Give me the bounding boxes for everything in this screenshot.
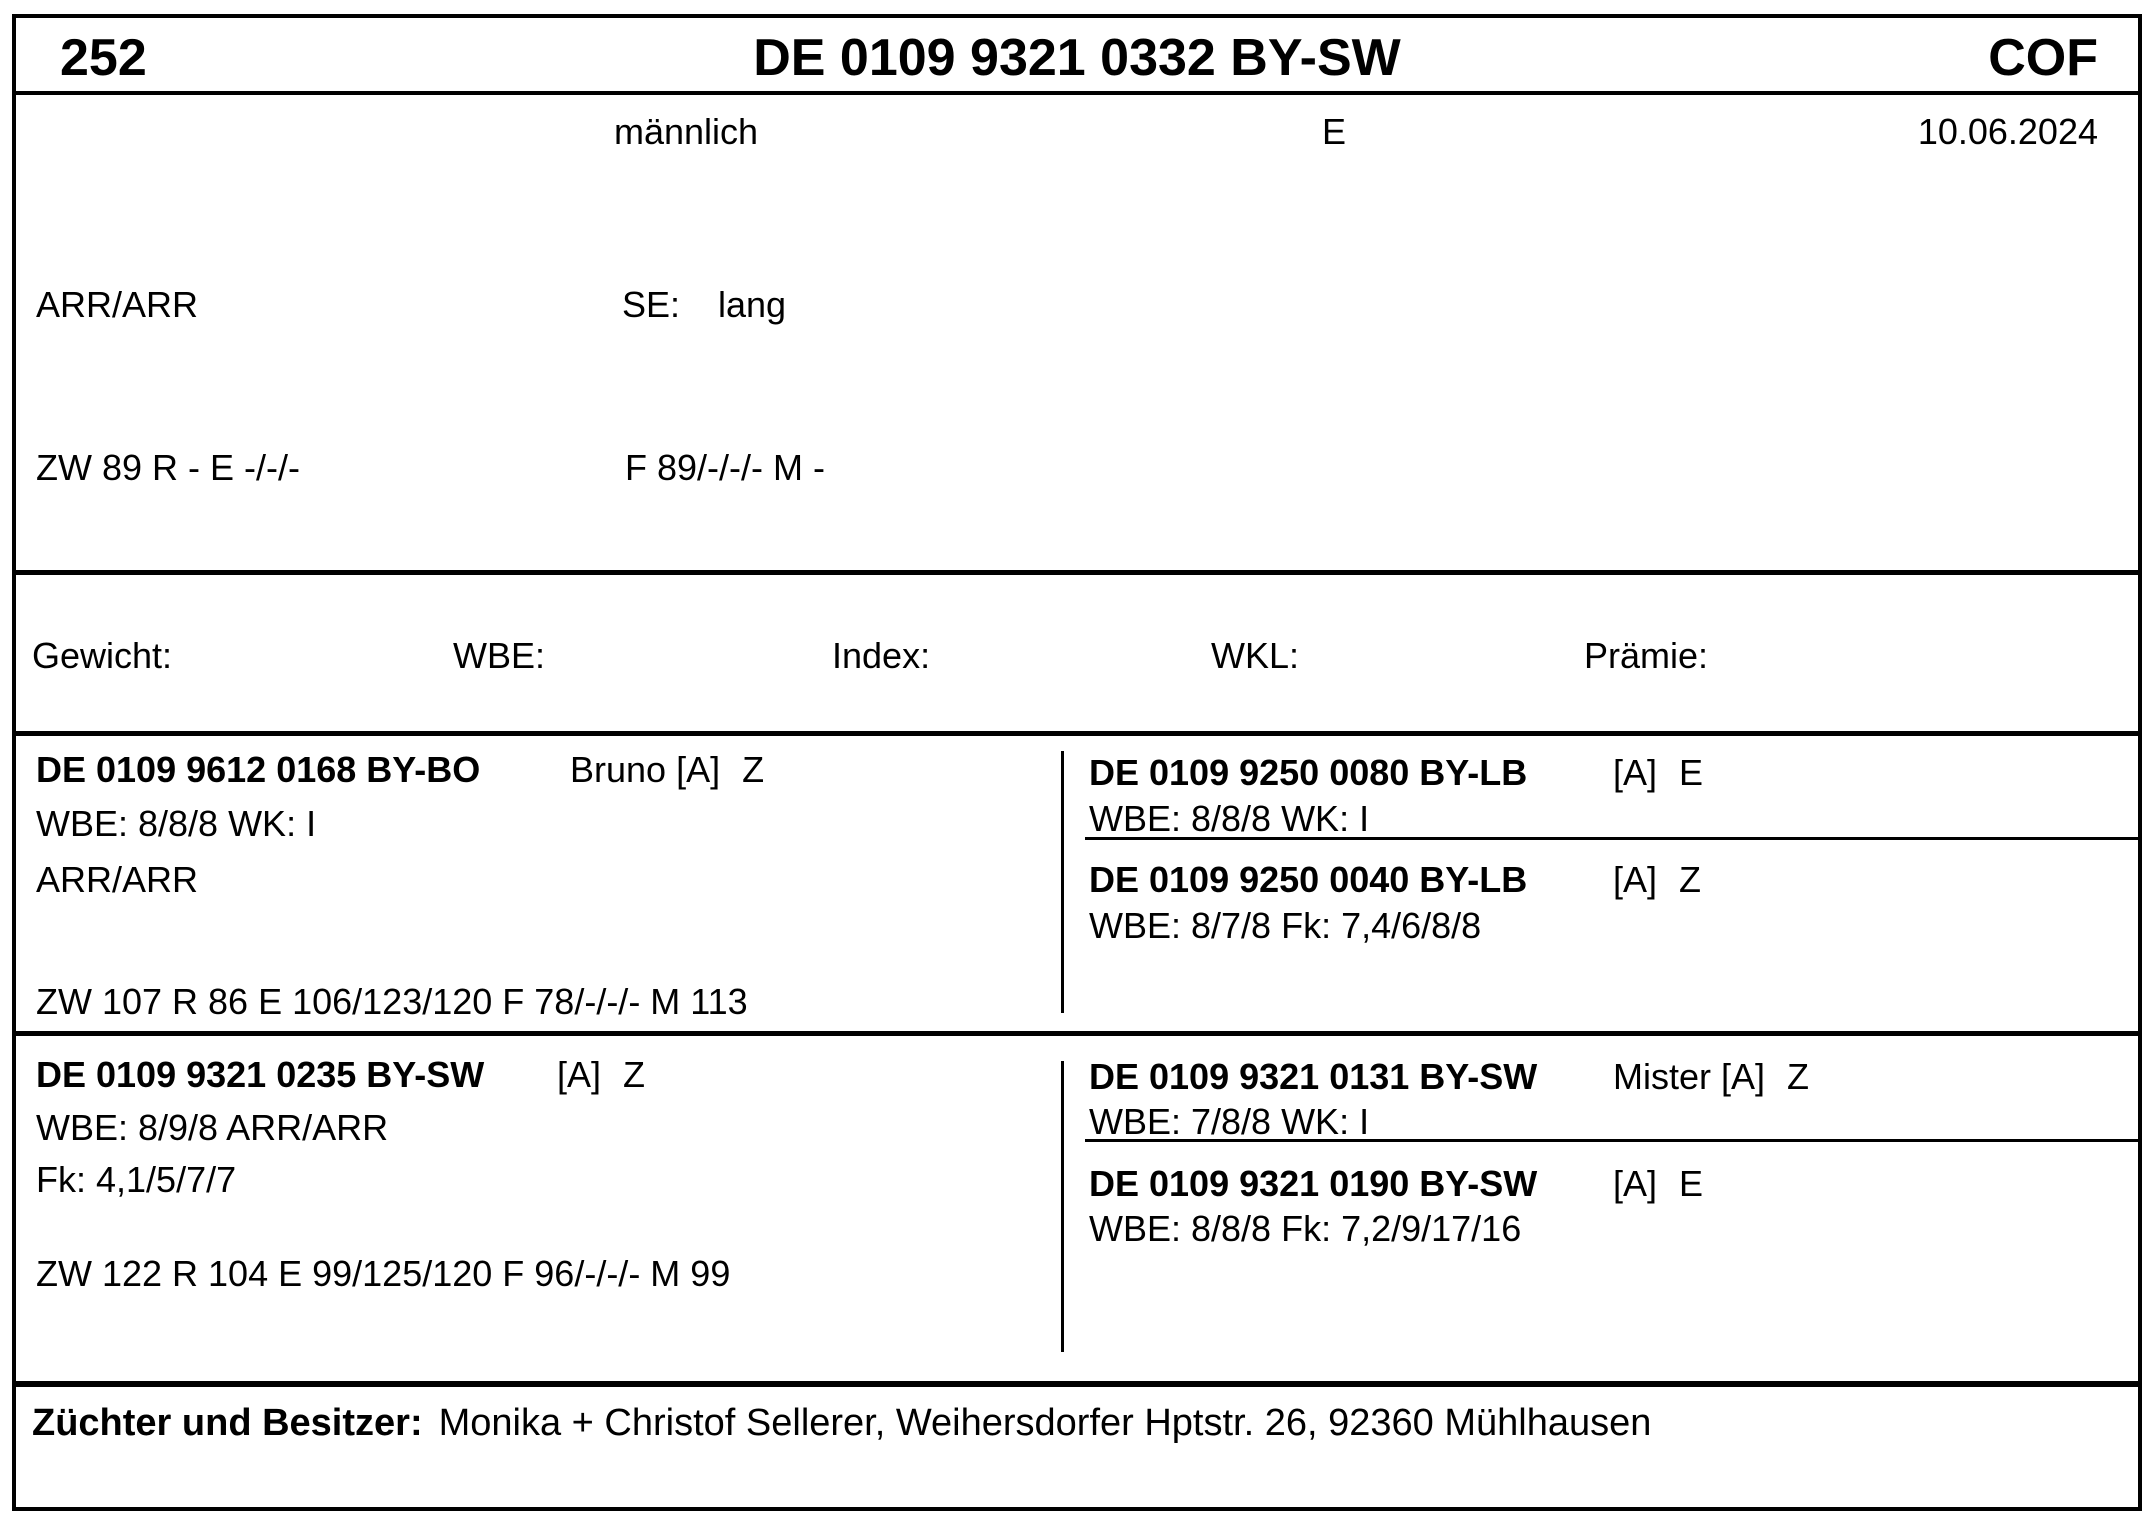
pedigree-column-divider-bottom xyxy=(1061,1061,1064,1352)
label-wkl: WKL: xyxy=(1211,635,1300,676)
dam-zw: ZW 122 R 104 E 99/125/120 F 96/-/-/- M 99 xyxy=(36,1253,731,1294)
se-label: SE: xyxy=(622,284,681,325)
sire-dam-flag: Z xyxy=(1679,859,1702,900)
dam-dam-tag: [A] xyxy=(1613,1163,1658,1204)
sire-name-tag: Bruno [A] xyxy=(570,749,721,790)
breeder-owner-value: Monika + Christof Sellerer, Weihersdorfer Hptstr. 26, 92360 Mühlhausen xyxy=(438,1402,1652,1444)
pedigree-divider-top xyxy=(12,731,2142,736)
dam-dam-wbe: WBE: 8/8/8 Fk: 7,2/9/17/16 xyxy=(1089,1208,1522,1249)
header-divider xyxy=(12,91,2142,95)
animal-zw-left: ZW 89 R - E -/-/- xyxy=(36,447,300,488)
class-value: E xyxy=(1322,111,1347,152)
dam-wbe: WBE: 8/9/8 ARR/ARR xyxy=(36,1107,389,1148)
dam-sire-annotation xyxy=(1613,1057,1809,1097)
measures-divider-top xyxy=(12,570,2142,575)
sire-dam-annotation xyxy=(1613,860,1701,900)
label-gewicht: Gewicht: xyxy=(32,635,173,676)
dam-fk: Fk: 4,1/5/7/7 xyxy=(36,1159,237,1200)
dam-sire-flag: Z xyxy=(1787,1056,1810,1097)
sex-value: männlich xyxy=(614,111,759,152)
label-wbe: WBE: xyxy=(453,635,546,676)
sire-dam-wbe: WBE: 8/7/8 Fk: 7,4/6/8/8 xyxy=(1089,905,1482,946)
sire-sire-flag: E xyxy=(1679,752,1704,793)
sire-sire-tag: [A] xyxy=(1613,752,1658,793)
dam-tag: [A] xyxy=(557,1054,602,1095)
dam-annotation xyxy=(557,1055,645,1095)
dam-dam-annotation xyxy=(1613,1164,1703,1204)
sire-id: DE 0109 9612 0168 BY-BO xyxy=(36,749,481,790)
dam-sire-tag: Mister [A] xyxy=(1613,1056,1766,1097)
dam-sire-id: DE 0109 9321 0131 BY-SW xyxy=(1089,1056,1538,1097)
dam-sire-wbe: WBE: 7/8/8 WK: I xyxy=(1089,1101,1370,1142)
sire-genotype: ARR/ARR xyxy=(36,859,199,900)
label-praemie: Prämie: xyxy=(1584,635,1709,676)
sire-sire-wbe: WBE: 8/8/8 WK: I xyxy=(1089,798,1370,839)
pedigree-column-divider-top xyxy=(1061,751,1064,1013)
dam-flag: Z xyxy=(623,1054,646,1095)
sire-wbe: WBE: 8/8/8 WK: I xyxy=(36,803,317,844)
animal-zw-right: F 89/-/-/- M - xyxy=(625,447,825,488)
dam-id: DE 0109 9321 0235 BY-SW xyxy=(36,1054,485,1095)
label-index: Index: xyxy=(832,635,931,676)
catalog-number: 252 xyxy=(60,29,147,87)
footer-divider xyxy=(12,1381,2142,1387)
animal-genotype: ARR/ARR xyxy=(36,284,199,325)
sire-dam-tag: [A] xyxy=(1613,859,1658,900)
animal-id-title: DE 0109 9321 0332 BY-SW xyxy=(753,29,1401,87)
breed-code: COF xyxy=(1988,29,2098,87)
breeder-owner-label: Züchter und Besitzer: xyxy=(32,1402,423,1444)
dam-dam-id: DE 0109 9321 0190 BY-SW xyxy=(1089,1163,1538,1204)
sire-flag: Z xyxy=(742,749,765,790)
dam-dam-flag: E xyxy=(1679,1163,1704,1204)
sire-sire-annotation xyxy=(1613,753,1703,793)
sire-annotation xyxy=(570,750,764,790)
breeder-owner-row xyxy=(32,1403,1651,1445)
sire-sire-id: DE 0109 9250 0080 BY-LB xyxy=(1089,752,1528,793)
sire-dam-id: DE 0109 9250 0040 BY-LB xyxy=(1089,859,1528,900)
sire-zw: ZW 107 R 86 E 106/123/120 F 78/-/-/- M 113 xyxy=(36,981,748,1022)
birth-date: 10.06.2024 xyxy=(1917,111,2098,152)
pedigree-row-divider xyxy=(12,1031,2142,1036)
se-value: lang xyxy=(718,284,787,325)
